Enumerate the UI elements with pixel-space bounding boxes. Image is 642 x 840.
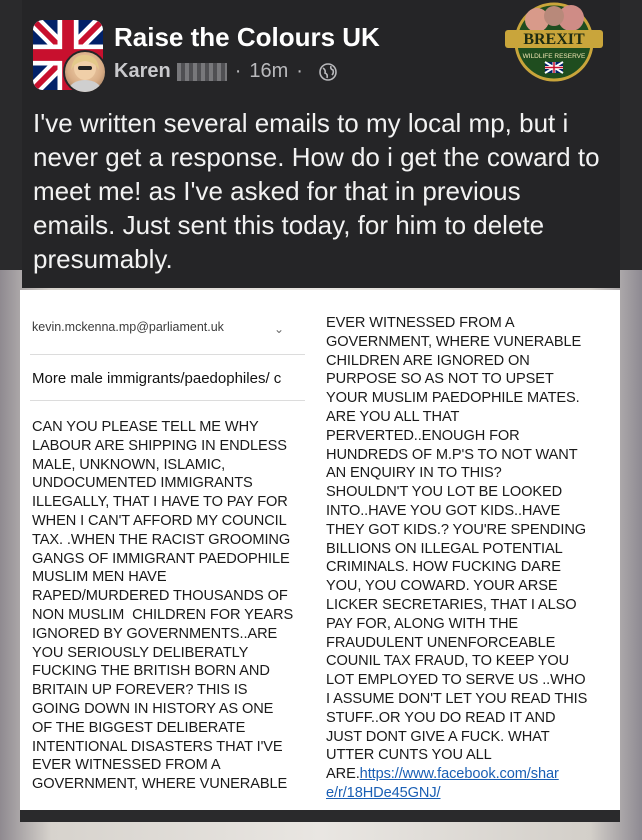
email-body-right-text: EVER WITNESSED FROM A GOVERNMENT, WHERE VUNERABLE CHILDREN ARE IGNORED ON PURPOSE SO AS NOT TO UPSET YOUR MUSLIM PAEDOPHILE MATES. ARE YOU ALL THAT PERVERTED..ENOUGH FOR HUNDREDS OF M.P'S TO NOT WANT AN ENQUIRY IN TO THIS? SHOULDN'T YOU LOT BE LOOKED INTO..HAVE YOU GOT KIDS..HAVE THEY GOT KIDS.? YOU'RE SPENDING BILLIONS ON ILLEGAL POTENTIAL CRIMINALS. HOW FUCKING DARE YOU, YOU COWARD. YOUR ARSE LICKER SECRETARIES, THAT I ALSO PAY FOR, ALONG WITH THE FRAUDULENT UNENFORCEABLE COUNIL TAX FRAUD, TO KEEP YOU LOT EMPLOYED TO SERVE US ..WHO I ASSUME DON'T LET YOU READ THIS STUFF..OR YOU DO READ IT AND JUST DONT GIVE A FUCK. WHAT UTTER CUNTS YOU ALL	[326, 315, 588, 764]
email-body-left: CAN YOU PLEASE TELL ME WHY LABOUR ARE SHIPPING IN ENDLESS MALE, UNKNOWN, ISLAMIC, UNDOCUMENTED IMMIGRANTS ILLEGALLY, THAT I HAVE TO PAY FOR WHEN I CAN'T AFFORD MY COUNCIL TAX. .WHEN THE RACIST GROOMING GANGS OF IMMIGRANT PAEDOPHILE MUSLIM MEN HAVE RAPED/MURDERED THOUSANDS OF NON MUSLIM CHILDREN FOR YEARS IGNORED BY GOVERNMENTS..ARE YOU SERIOUSLY DELIBERATLY FUCKING THE BRITISH BORN AND BRITAIN UP FOREVER? THIS IS GOING DOWN IN HISTORY AS ONE OF THE BIGGEST DELIBERATE INTENTIONAL DISASTERS THAT I'VE EVER WITNESSED FROM A GOVERNMENT, WHERE VUNERABLE	[32, 419, 294, 793]
svg-text:BREXIT: BREXIT	[523, 31, 585, 48]
author-avatar[interactable]	[63, 50, 107, 94]
svg-text:WILDLIFE RESERVE: WILDLIFE RESERVE	[522, 53, 586, 60]
email-subject: More male immigrants/paedophiles/ c	[32, 370, 282, 387]
share-link-line1[interactable]: https://www.facebook.com/shar	[359, 766, 559, 783]
post-body-text: I've written several emails to my local mp, but i never get a response. How do i get the coward to meet me! as I've asked for that in previous emails. Just sent this today, for him to delete presumably.	[33, 108, 600, 274]
email-screenshot	[20, 290, 620, 810]
divider	[30, 400, 305, 401]
email-body-right	[326, 314, 587, 803]
blurred-surname	[177, 63, 227, 81]
globe-icon	[319, 63, 337, 81]
meta-separator-2: ·	[296, 60, 303, 82]
divider	[30, 354, 305, 355]
meta-separator: ·	[234, 60, 242, 82]
share-link-line2[interactable]: e/r/18HDe45GNJ/	[326, 784, 441, 801]
email-recipient: kevin.mckenna.mp@parliament.uk	[32, 320, 224, 334]
brexit-badge-logo	[497, 0, 611, 82]
chevron-down-icon: ⌄	[274, 322, 285, 336]
group-name[interactable]: Raise the Colours UK	[114, 22, 380, 52]
post-meta	[114, 60, 337, 83]
author-name[interactable]: Karen	[114, 60, 171, 82]
email-body-end: ARE.	[326, 766, 360, 783]
bottom-strip	[20, 810, 620, 822]
post-time[interactable]: 16m	[249, 60, 289, 82]
